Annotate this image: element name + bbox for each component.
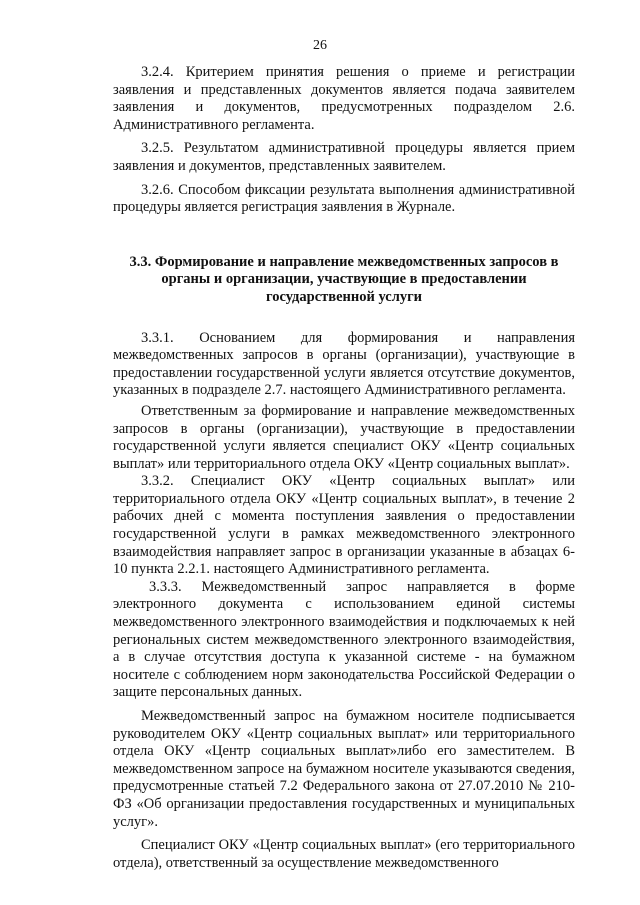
page-number: 26	[313, 38, 327, 53]
paragraph-3-3-2: 3.3.2. Специалист ОКУ «Центр социальных выплат» или территориального отдела ОКУ «Центр социальных выплат», в течение 2 рабочих дней с момента поступления заявления о предоставлении государственной услуги в рамках межведомственного электронного взаимодействия направляет запрос в организации указанные в абзацах 6-10 пункта 2.2.1. настоящего Административного регламента.	[113, 473, 575, 578]
paragraph-3-3-3: 3.3.3. Межведомственный запрос направляется в форме электронного документа с использованием единой системы межведомственного электронного взаимодействия и подключаемых к ней региональных систем межведомственного электронного взаимодействия, а в случае отсутствия доступа к указанной системе - на бумажном носителе с соблюдением норм законодательства Российской Федерации о защите персональных данных.	[113, 578, 575, 701]
section-heading: 3.3. Формирование и направление межведомственных запросов в органы и организации, участвующие в предоставлении государственной услуги	[129, 253, 559, 305]
paragraph-specialist: Специалист ОКУ «Центр социальных выплат» (его территориального отдела), ответственный за осуществление межведомственного	[113, 837, 575, 871]
paragraph-responsible: Ответственным за формирование и направление межведомственных запросов в органы (организации), участвующие в предоставлении государственной услуги является специалист ОКУ «Центр социальных выплат» или территориального отдела ОКУ «Центр социальных выплат».	[113, 402, 575, 472]
paragraph-3-3-1: 3.3.1. Основанием для формирования и направления межведомственных запросов в органы (организации), участвующие в предоставлении государственной услуги является отсутствие документов, указанных в подразделе 2.7. настоящего Административного регламента.	[113, 329, 575, 399]
paragraph-3-2-4: 3.2.4. Критерием принятия решения о приеме и регистрации заявления и представленных документов является подача заявителем заявления и документов, предусмотренных подразделом 2.6. Административного регламента.	[113, 64, 575, 133]
paragraph-3-2-6: 3.2.6. Способом фиксации результата выполнения административной процедуры является регистрация заявления в Журнале.	[113, 181, 575, 216]
paragraph-3-2-5: 3.2.5. Результатом административной процедуры является прием заявления и документов, представленных заявителем.	[113, 140, 575, 174]
document-body	[113, 64, 575, 872]
paragraph-paper-request: Межведомственный запрос на бумажном носителе подписывается руководителем ОКУ «Центр социальных выплат» или территориального отдела ОКУ «Центр социальных выплат»либо его заместителем. В межведомственном запросе на бумажном носителе указываются сведения, предусмотренные статьей 7.2 Федерального закона от 27.07.2010 № 210-ФЗ «Об организации предоставления государственных и муниципальных услуг».	[113, 708, 575, 830]
